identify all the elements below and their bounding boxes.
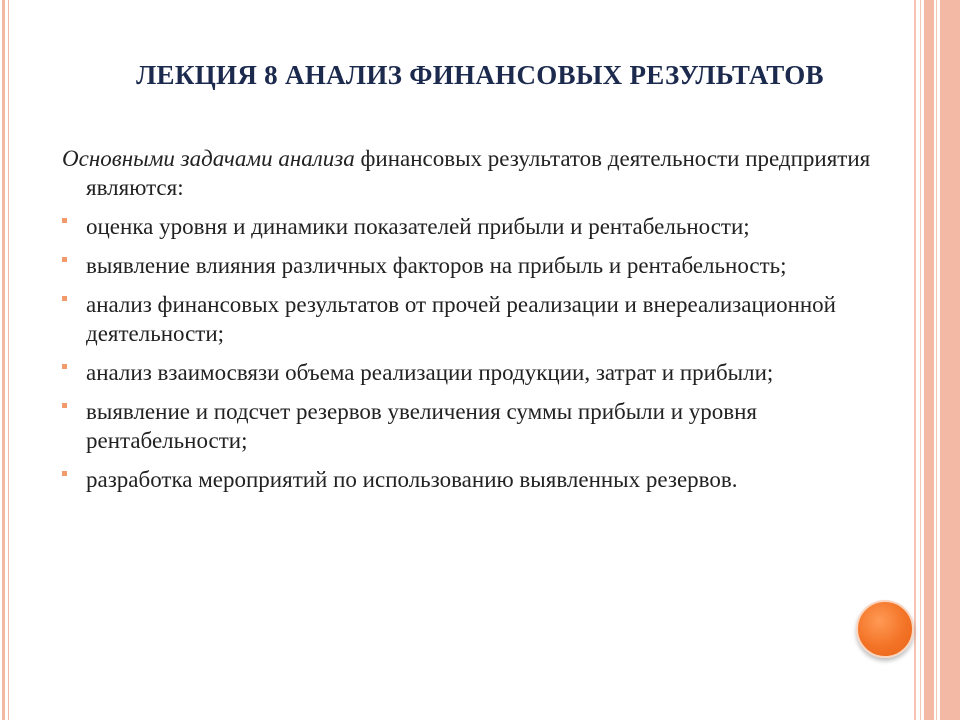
list-item <box>62 212 892 241</box>
list-item-text: разработка мероприятий по использованию выявленных резервов. <box>86 467 738 492</box>
list-item-text: анализ взаимосвязи объема реализации продукции, затрат и прибыли; <box>86 360 774 385</box>
task-list <box>62 212 892 494</box>
intro-italic-text: Основными задачами анализа <box>62 146 355 171</box>
left-border-line <box>2 0 5 720</box>
list-item <box>62 290 892 348</box>
stripe <box>914 0 916 720</box>
slide-content <box>62 144 892 504</box>
stripe <box>924 0 934 720</box>
bullet-marker-icon <box>62 257 67 262</box>
bullet-marker-icon <box>62 364 67 369</box>
bullet-marker-icon <box>62 403 67 408</box>
list-item-text: выявление и подсчет резервов увеличения суммы прибыли и уровня рентабельности; <box>86 399 758 453</box>
orange-circle-icon <box>856 600 914 658</box>
stripe <box>936 0 937 720</box>
list-item-text: анализ финансовых результатов от прочей реализации и внереализационной деятельности; <box>86 292 836 346</box>
bullet-marker-icon <box>62 218 67 223</box>
list-item <box>62 465 892 494</box>
stripe <box>920 0 921 720</box>
intro-text: финансовых результатов деятельности предприятия являются: <box>86 146 871 200</box>
left-border-thin-line <box>8 0 9 720</box>
list-item-text: выявление влияния различных факторов на прибыль и рентабельность; <box>86 253 787 278</box>
bullet-marker-icon <box>62 296 67 301</box>
stripe <box>940 0 960 720</box>
list-item <box>62 397 892 455</box>
intro-paragraph <box>62 144 892 202</box>
list-item <box>62 358 892 387</box>
right-decorative-stripes <box>914 0 960 720</box>
bullet-marker-icon <box>62 471 67 476</box>
slide-title: ЛЕКЦИЯ 8 АНАЛИЗ ФИНАНСОВЫХ РЕЗУЛЬТАТОВ <box>136 60 824 90</box>
list-item-text: оценка уровня и динамики показателей прибыли и рентабельности; <box>86 214 750 239</box>
list-item <box>62 251 892 280</box>
